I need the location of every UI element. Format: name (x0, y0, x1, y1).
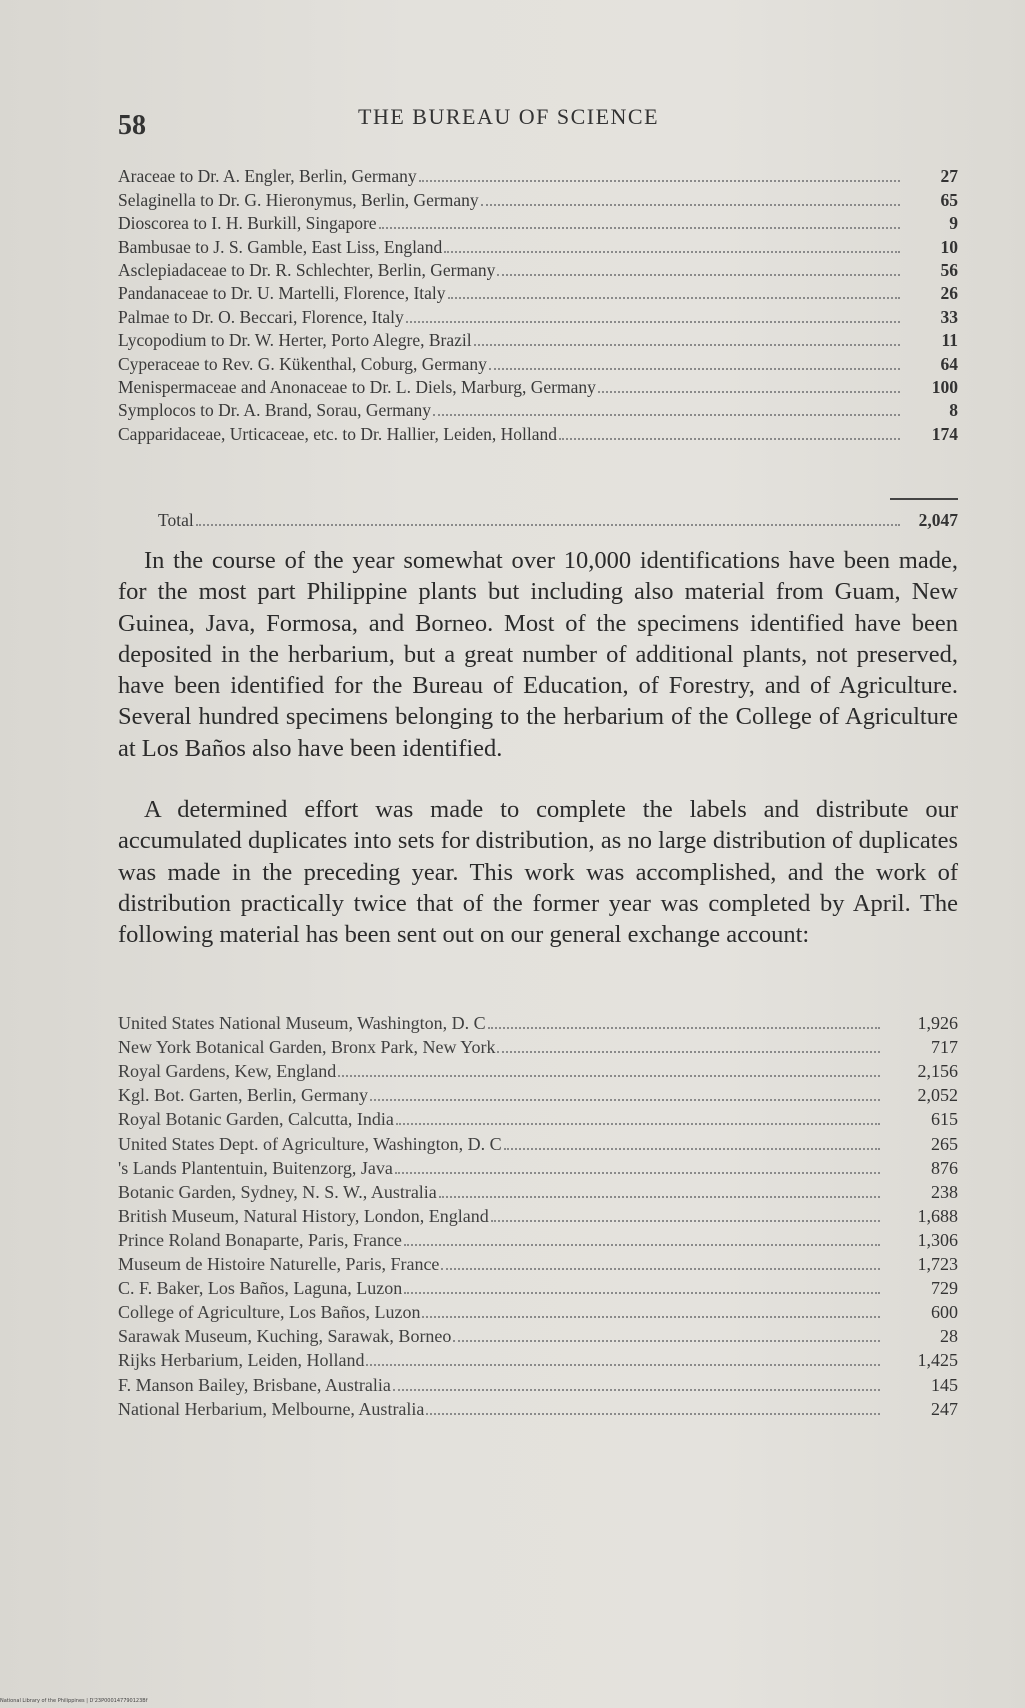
row-value: 65 (940, 189, 958, 210)
row-label: Lycopodium to Dr. W. Herter, Porto Alegre, Brazil (118, 330, 472, 351)
dot-leader (419, 179, 900, 182)
paragraph-distribution: A determined effort was made to complete the labels and distribute our accumulated duplicates into sets for distribution, as no large distribution of duplicates was made in the preceding year. This work was accomplished, and the work of distribution practically twice that of the former year was completed by April. The following material has been sent out on our general exchange account: (118, 796, 958, 949)
row-label: C. F. Baker, Los Baños, Laguna, Luzon (118, 1278, 403, 1299)
dot-leader (488, 1026, 880, 1029)
table-row (118, 375, 958, 398)
row-value: 1,926 (917, 1013, 958, 1034)
total-row (158, 508, 958, 531)
dot-leader (453, 1339, 880, 1342)
row-value: 1,723 (917, 1254, 958, 1275)
row-label: Museum de Histoire Naturelle, Paris, France (118, 1254, 440, 1275)
dot-leader (441, 1267, 880, 1270)
row-value: 9 (949, 213, 958, 234)
row-value: 174 (931, 423, 958, 444)
dot-leader (481, 203, 900, 206)
row-label: British Museum, Natural History, London, England (118, 1205, 489, 1226)
table-row (118, 211, 958, 234)
row-label: Symplocos to Dr. A. Brand, Sorau, Germany (118, 400, 432, 421)
table-row (118, 1155, 958, 1179)
dot-leader (497, 1050, 880, 1053)
row-label: Botanic Garden, Sydney, N. S. W., Australia (118, 1181, 437, 1202)
total-value: 2,047 (918, 510, 958, 531)
dot-leader (491, 1219, 880, 1222)
table-row (118, 281, 958, 304)
dot-leader (504, 1147, 880, 1150)
row-label: Asclepiadaceae to Dr. R. Schlechter, Berlin, Germany (118, 259, 496, 280)
row-label: Pandanaceae to Dr. U. Martelli, Florence, Italy (118, 283, 446, 304)
row-label: Selaginella to Dr. G. Hieronymus, Berlin, Germany (118, 189, 479, 210)
table-row (118, 1130, 958, 1154)
row-label: Cyperaceae to Rev. G. Kükenthal, Coburg, Germany (118, 353, 487, 374)
row-value: 27 (940, 166, 958, 187)
table-row (118, 234, 958, 257)
table-row (118, 187, 958, 210)
row-value: 10 (940, 236, 958, 257)
dot-leader (406, 320, 900, 323)
dot-leader (559, 437, 900, 440)
dot-leader (598, 390, 900, 393)
row-label: Rijks Herbarium, Leiden, Holland (118, 1350, 365, 1371)
table-row (118, 1275, 958, 1299)
dot-leader (444, 250, 900, 253)
dot-leader (393, 1388, 880, 1391)
row-value: 265 (931, 1133, 958, 1154)
table-row (118, 1010, 958, 1034)
dot-leader (379, 226, 900, 229)
row-label: Palmae to Dr. O. Beccari, Florence, Italy (118, 306, 404, 327)
row-value: 1,306 (917, 1229, 958, 1250)
dot-leader (439, 1195, 880, 1198)
row-label: 's Lands Plantentuin, Buitenzorg, Java (118, 1157, 393, 1178)
table-row (118, 1106, 958, 1130)
row-label: Araceae to Dr. A. Engler, Berlin, Germany (118, 166, 417, 187)
page-number: 58 (118, 110, 146, 141)
dot-leader (426, 1412, 880, 1415)
row-value: 1,425 (917, 1350, 958, 1371)
row-value: 28 (940, 1326, 958, 1347)
dot-leader (196, 523, 900, 526)
row-value: 11 (941, 330, 958, 351)
running-title: THE BUREAU OF SCIENCE (358, 104, 660, 129)
dot-leader (448, 296, 900, 299)
row-value: 26 (940, 283, 958, 304)
row-label: F. Manson Bailey, Brisbane, Australia (118, 1374, 391, 1395)
table-row (118, 351, 958, 374)
paragraph-identifications: In the course of the year somewhat over 10,000 identifications have been made, for the most part Philippine plants but including also material from Guam, New Guinea, Java, Formosa, and Borneo. Most of the specimens identified have been deposited in the herbarium, but a great number of additional plants, not preserved, have been identified for the Bureau of Education, of Forestry, and of Agriculture. Several hundred specimens belonging to the herbarium of the College of Agriculture at Los Baños also have been identified. (118, 547, 958, 762)
row-label: Capparidaceae, Urticaceae, etc. to Dr. Hallier, Leiden, Holland (118, 423, 558, 444)
scan-credit: National Library of the Philippines | D'23P000147790123Bf (0, 1698, 148, 1704)
total-rule (890, 498, 958, 500)
table-row (118, 1323, 958, 1347)
row-label: Royal Botanic Garden, Calcutta, India (118, 1109, 394, 1130)
table-row (118, 258, 958, 281)
row-label: Menispermaceae and Anonaceae to Dr. L. Diels, Marburg, Germany (118, 376, 596, 397)
dot-leader (489, 367, 900, 370)
dot-leader (404, 1243, 880, 1246)
row-label: College of Agriculture, Los Baños, Luzon (118, 1302, 421, 1323)
row-value: 2,052 (917, 1085, 958, 1106)
row-value: 64 (940, 353, 958, 374)
row-value: 600 (931, 1302, 958, 1323)
row-label: United States Dept. of Agriculture, Washington, D. C (118, 1133, 502, 1154)
table-row (118, 1058, 958, 1082)
row-label: Kgl. Bot. Garten, Berlin, Germany (118, 1085, 368, 1106)
table-row (118, 1396, 958, 1420)
row-label: Dioscorea to I. H. Burkill, Singapore (118, 213, 377, 234)
row-value: 247 (931, 1398, 958, 1419)
row-value: 876 (931, 1157, 958, 1178)
row-label: Bambusae to J. S. Gamble, East Liss, England (118, 236, 443, 257)
row-value: 2,156 (917, 1061, 958, 1082)
row-value: 238 (931, 1181, 958, 1202)
dot-leader (433, 413, 900, 416)
row-value: 729 (931, 1278, 958, 1299)
total-label: Total (158, 510, 194, 531)
dot-leader (497, 273, 900, 276)
table-row (118, 1299, 958, 1323)
row-value: 615 (931, 1109, 958, 1130)
table-row (118, 1034, 958, 1058)
dot-leader (395, 1171, 880, 1174)
dot-leader (396, 1122, 880, 1125)
row-label: United States National Museum, Washington, D. C (118, 1013, 486, 1034)
row-label: Royal Gardens, Kew, England (118, 1061, 337, 1082)
table-row (118, 1251, 958, 1275)
row-value: 100 (931, 376, 958, 397)
table-row (118, 1227, 958, 1251)
dot-leader (404, 1291, 880, 1294)
table-row (118, 304, 958, 327)
row-value: 8 (949, 400, 958, 421)
row-value: 717 (931, 1037, 958, 1058)
specimen-loan-table (118, 164, 958, 445)
row-value: 145 (931, 1374, 958, 1395)
table-row (118, 1203, 958, 1227)
table-row (118, 398, 958, 421)
dot-leader (338, 1074, 880, 1077)
row-value: 33 (940, 306, 958, 327)
table-row (118, 1347, 958, 1371)
table-row (118, 1371, 958, 1395)
row-label: Sarawak Museum, Kuching, Sarawak, Borneo (118, 1326, 452, 1347)
row-value: 56 (940, 259, 958, 280)
page-header (118, 104, 958, 144)
table-row (118, 1082, 958, 1106)
dot-leader (370, 1098, 880, 1101)
table-row (118, 328, 958, 351)
row-value: 1,688 (917, 1205, 958, 1226)
dot-leader (474, 343, 900, 346)
row-label: Prince Roland Bonaparte, Paris, France (118, 1229, 402, 1250)
table-row (118, 421, 958, 444)
table-row (118, 1179, 958, 1203)
row-label: New York Botanical Garden, Bronx Park, New York (118, 1037, 496, 1058)
dot-leader (422, 1315, 880, 1318)
row-label: National Herbarium, Melbourne, Australia (118, 1398, 425, 1419)
exchange-table (118, 1010, 958, 1420)
dot-leader (366, 1363, 880, 1366)
table-row (118, 164, 958, 187)
